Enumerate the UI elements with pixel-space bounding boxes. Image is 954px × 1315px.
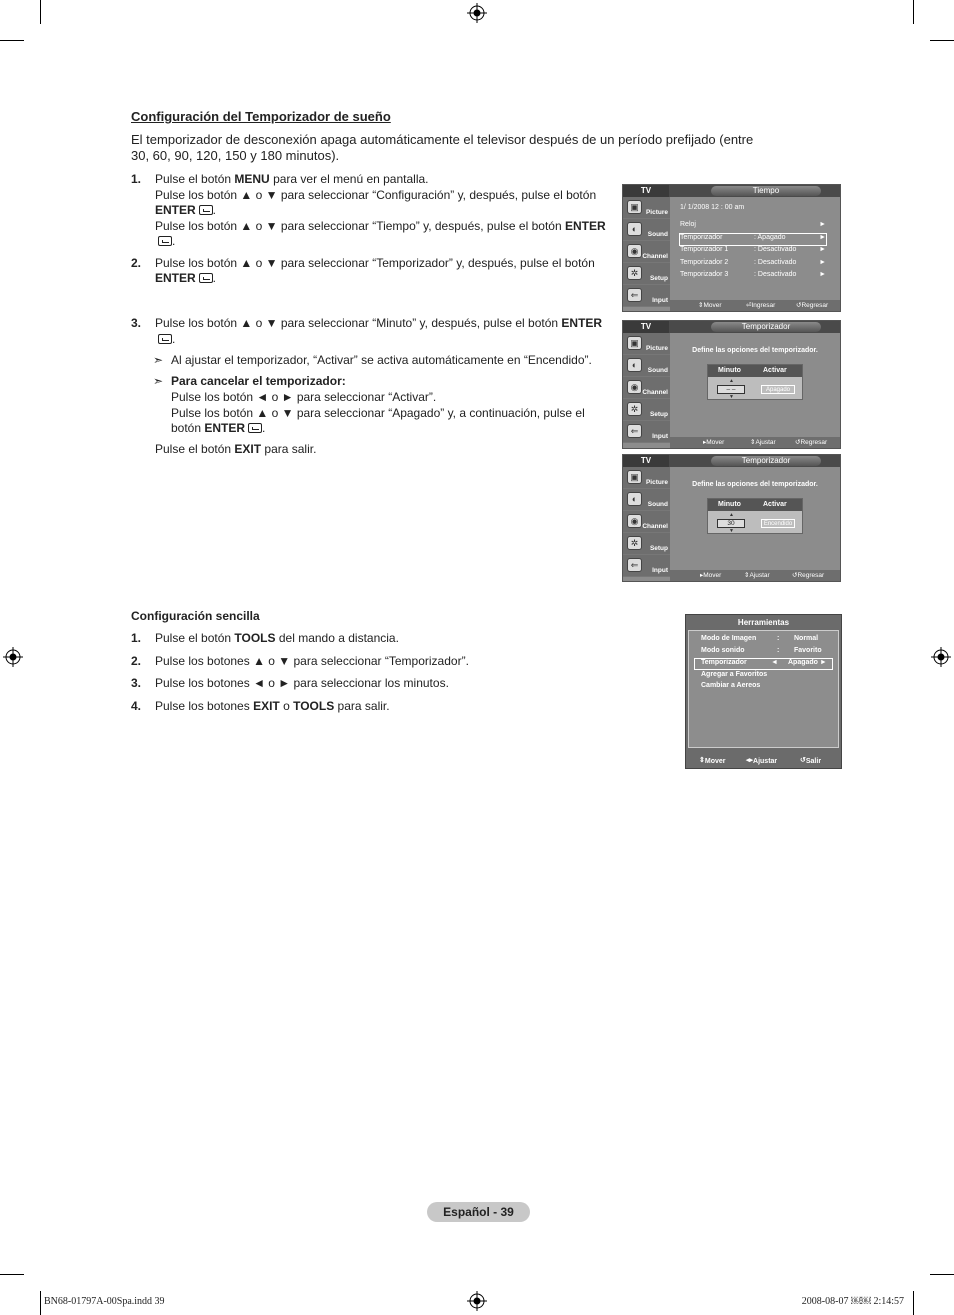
osd-screen-tiempo (622, 184, 841, 312)
footer-mover: ⇕ Mover (699, 757, 726, 765)
osd-side-picture[interactable]: ▣ Picture (623, 197, 670, 219)
registration-mark-icon (467, 1291, 487, 1311)
osd-row-reloj[interactable]: Reloj ► (680, 221, 826, 228)
footer-salir: ↺ Salir (800, 757, 822, 765)
osd-title-bar (623, 185, 840, 197)
crop-mark (40, 0, 41, 24)
input-icon: ⇐ (627, 424, 642, 438)
step-line: Pulse los botón ▲ o ▼ para seleccionar “Temporizador” y, después, pulse el botón ENTER . (155, 255, 595, 285)
input-icon: ⇐ (627, 558, 642, 572)
crop-mark (40, 1291, 41, 1315)
activate-field[interactable]: Encendido (761, 519, 795, 528)
sound-icon: ◐ (627, 492, 642, 506)
osd-side-setup[interactable]: ✲ Setup (623, 263, 670, 285)
osd-sidebar (623, 197, 670, 307)
channel-icon: ◉ (627, 244, 642, 258)
footer-regresar: ↺ Regresar (796, 302, 829, 309)
tools-title: Herramientas (737, 618, 790, 627)
osd-row-temporizador[interactable]: Temporizador : Apagado ► (680, 234, 826, 245)
osd-main (670, 197, 840, 300)
enter-icon (199, 205, 213, 215)
enter-icon (199, 273, 213, 283)
osd-screen-temporizador-off (622, 320, 841, 449)
step-2 (131, 256, 611, 287)
step-3 (131, 316, 611, 347)
osd-main (670, 467, 840, 570)
osd-title: Tiempo (711, 186, 821, 196)
osd-define-text: Define las opciones del temporizador. (692, 481, 818, 488)
crop-mark (930, 40, 954, 41)
note-arrow-icon: ➣ (153, 353, 164, 367)
sound-icon: ◐ (627, 358, 642, 372)
osd-row-temporizador-2[interactable]: Temporizador 2 : Desactivado ► (680, 259, 826, 266)
footer-ajustar: ⇕ Ajustar (750, 439, 776, 446)
steps-block (131, 172, 611, 293)
crop-mark (0, 40, 24, 41)
intro-paragraph: El temporizador de desconexión apaga automáticamente el televisor después de un período prefijado (entre 30, 60, 90, 120, 150 y 180 minutos). (131, 132, 754, 163)
up-arrow-icon: ▲ (729, 512, 734, 518)
tools-row-cambiar-aereos[interactable]: Cambiar a Aereos (701, 682, 761, 689)
enter-icon (248, 423, 262, 433)
step-line: Pulse los botón ▲ o ▼ para seleccionar “Minuto” y, después, pulse el botón ENTER. (155, 316, 603, 346)
footer-regresar: ↺ Regresar (792, 572, 825, 579)
footer-regresar: ↺ Regresar (795, 439, 828, 446)
step-number: 2. (131, 255, 142, 270)
tools-footer (686, 754, 841, 766)
simple-step-4: 4. Pulse los botones EXIT o TOOLS para salir. (131, 698, 390, 713)
step-line: Pulse los botón ▲ o ▼ para seleccionar “Tiempo” y, después, pulse el botón ENTER. (155, 218, 606, 248)
setup-icon: ✲ (627, 266, 642, 280)
osd-side-input[interactable]: ⇐ Input (623, 421, 670, 443)
osd-timer-header: Minuto Activar (708, 365, 802, 377)
channel-icon: ◉ (627, 380, 642, 394)
tools-row-temporizador[interactable]: Temporizador ◄ Apagado ► (695, 659, 832, 669)
enter-icon (158, 334, 172, 344)
osd-sidebar (623, 333, 670, 443)
osd-side-setup[interactable]: ✲ Setup (623, 533, 670, 555)
picture-icon: ▣ (627, 470, 642, 484)
osd-title-bar (623, 455, 840, 467)
osd-row-temporizador-1[interactable]: Temporizador 1 : Desactivado ► (680, 246, 826, 253)
registration-mark-icon (931, 647, 951, 667)
note-title: Para cancelar el temporizador: (171, 373, 346, 388)
simple-steps (131, 631, 631, 721)
tools-menu (685, 614, 842, 769)
step-number: 3. (131, 316, 142, 330)
footer-file-name: BN68-01797A-00Spa.indd 39 (44, 1296, 165, 1307)
osd-footer (670, 437, 840, 448)
osd-side-picture[interactable]: ▣ Picture (623, 467, 670, 489)
crop-mark (930, 1274, 954, 1275)
registration-mark-icon (3, 647, 23, 667)
enter-icon (158, 236, 172, 246)
osd-timer-box (707, 498, 803, 534)
osd-footer (670, 300, 840, 311)
tools-row-agregar-favoritos[interactable]: Agregar a Favoritos (701, 671, 768, 678)
simple-step-2: 2. Pulse los botones ▲ o ▼ para seleccionar “Temporizador”. (131, 653, 469, 668)
channel-icon: ◉ (627, 514, 642, 528)
simple-step-3: 3. Pulse los botones ◄ o ► para seleccionar los minutos. (131, 676, 449, 690)
registration-mark-icon (467, 3, 487, 23)
minute-field[interactable]: – – (717, 385, 745, 394)
osd-side-sound[interactable]: ◐ Sound (623, 219, 670, 241)
sound-icon: ◐ (627, 222, 642, 236)
osd-sidebar (623, 467, 670, 577)
osd-define-text: Define las opciones del temporizador. (692, 347, 818, 354)
note-arrow-icon: ➣ (153, 373, 164, 388)
setup-icon: ✲ (627, 402, 642, 416)
osd-side-picture[interactable]: ▣ Picture (623, 333, 670, 355)
note-line: Pulse los botón ▲ o ▼ para seleccionar “Apagado” y, a continuación, pulse el botón ENTER . (171, 405, 585, 435)
footer-mover: ▸ Mover (703, 439, 725, 446)
osd-side-sound[interactable]: ◐ Sound (623, 489, 670, 511)
steps-block-3 (131, 316, 611, 457)
note-line: Pulse los botón ◄ o ► para seleccionar “Activar”. (171, 390, 437, 404)
step-line: Pulse los botón ▲ o ▼ para seleccionar “Configuración” y, después, pulse el botón ENTER . (155, 187, 597, 217)
osd-title: Temporizador (711, 456, 821, 466)
tools-panel (688, 630, 839, 748)
footer-timestamp: 2008-08-07 ￼￼ 2:14:57 (801, 1296, 904, 1307)
tools-row-modo-imagen[interactable]: Modo de Imagen : Normal (701, 635, 819, 642)
input-icon: ⇐ (627, 288, 642, 302)
up-arrow-icon: ▲ (729, 378, 734, 384)
exit-line: Pulse el botón EXIT para salir. (155, 441, 317, 456)
simple-step-1: 1. Pulse el botón TOOLS del mando a distancia. (131, 631, 399, 645)
note-cancel-timer (131, 374, 611, 437)
osd-side-input[interactable]: ⇐ Input (623, 285, 670, 307)
down-arrow-icon: ▼ (729, 394, 734, 400)
osd-side-input[interactable]: ⇐ Input (623, 555, 670, 577)
osd-tv-tab: TV (623, 185, 669, 197)
osd-timer-box (707, 364, 803, 400)
crop-mark (913, 1291, 914, 1315)
footer-mover: ⇕ Mover (698, 302, 722, 309)
note-auto-activate: ➣ Al ajustar el temporizador, “Activar” se activa automáticamente en “Encendido”. (153, 353, 592, 367)
osd-side-channel[interactable]: ◉ Channel (623, 511, 670, 533)
footer-ajustar: ⇕ Ajustar (744, 572, 770, 579)
footer-ajustar: ◂▸ Ajustar (746, 757, 778, 765)
section-title: Configuración del Temporizador de sueño (131, 109, 391, 124)
activate-field[interactable]: Apagado (761, 385, 795, 394)
osd-side-sound[interactable]: ◐ Sound (623, 355, 670, 377)
setup-icon: ✲ (627, 536, 642, 550)
picture-icon: ▣ (627, 200, 642, 214)
osd-tv-tab: TV (623, 321, 669, 333)
osd-main (670, 333, 840, 437)
footer-ingresar: ⏎ Ingresar (746, 302, 776, 309)
osd-date: 1/ 1/2008 12 : 00 am (680, 204, 745, 211)
minute-field[interactable]: 30 (717, 519, 745, 528)
osd-side-setup[interactable]: ✲ Setup (623, 399, 670, 421)
osd-footer (670, 570, 840, 581)
step-number: 1. (131, 172, 142, 186)
simple-setup-title: Configuración sencilla (131, 609, 260, 623)
osd-timer-header: Minuto Activar (708, 499, 802, 511)
step-1 (131, 172, 611, 250)
osd-tv-tab: TV (623, 455, 669, 467)
osd-side-channel[interactable]: ◉ Channel (623, 377, 670, 399)
tools-row-modo-sonido[interactable]: Modo sonido : Favorito (701, 647, 822, 654)
osd-side-channel[interactable]: ◉ Channel (623, 241, 670, 263)
down-arrow-icon: ▼ (729, 528, 734, 534)
picture-icon: ▣ (627, 336, 642, 350)
crop-mark (0, 1274, 24, 1275)
step-line: Pulse el botón MENU para ver el menú en pantalla. (155, 172, 429, 186)
crop-mark (913, 0, 914, 24)
osd-row-temporizador-3[interactable]: Temporizador 3 : Desactivado ► (680, 271, 826, 278)
page-number-badge: Español - 39 (427, 1202, 530, 1222)
osd-title: Temporizador (711, 322, 821, 332)
osd-screen-temporizador-on (622, 454, 841, 582)
footer-mover: ▸ Mover (700, 572, 722, 579)
osd-title-bar (623, 321, 840, 333)
